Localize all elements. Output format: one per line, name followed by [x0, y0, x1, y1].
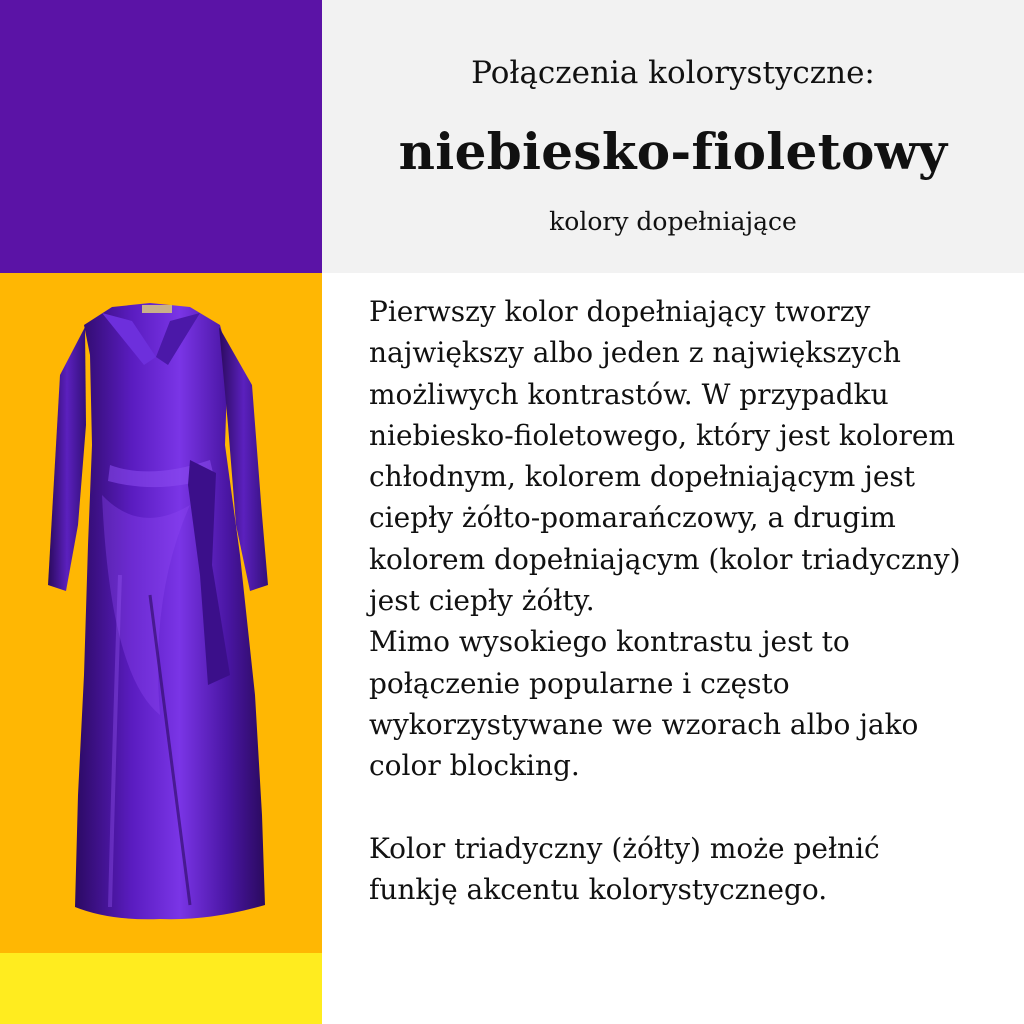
paragraph-gap — [369, 787, 1019, 828]
description-line: jest ciepły żółty. — [369, 584, 595, 618]
main-title: niebiesko-fioletowy — [398, 122, 948, 181]
description-line: Mimo wysokiego kontrastu jest to — [369, 625, 850, 659]
description-line: niebiesko-fioletowego, który jest kolorem — [369, 418, 956, 452]
purple-color-swatch — [0, 0, 322, 273]
description-line: połączenie popularne i często — [369, 666, 790, 700]
description-line: kolorem dopełniającym (kolor triadyczny) — [369, 542, 961, 576]
description-line: chłodnym, kolorem dopełniającym jest — [369, 460, 916, 494]
dress-body — [48, 303, 268, 919]
description-line: ciepły żółto-pomarańczowy, a drugim — [369, 501, 896, 535]
description-line: color blocking. — [369, 749, 580, 783]
pre-title: Połączenia kolorystyczne: — [471, 55, 875, 91]
dress-image — [40, 295, 280, 925]
description-line: funkję akcentu kolorystycznego. — [369, 873, 828, 907]
yellow-color-swatch — [0, 953, 322, 1024]
description-line: możliwych kontrastów. W przypadku — [369, 377, 889, 411]
header-panel — [322, 0, 1024, 273]
description-line: Pierwszy kolor dopełniający tworzy — [369, 295, 871, 328]
subtitle: kolory dopełniające — [549, 207, 797, 236]
description-line: największy albo jeden z największych — [369, 336, 901, 370]
description-text — [369, 291, 1019, 910]
description-line: Kolor triadyczny (żółty) może pełnić — [369, 831, 880, 865]
description-line: wykorzystywane we wzorach albo jako — [369, 707, 919, 741]
